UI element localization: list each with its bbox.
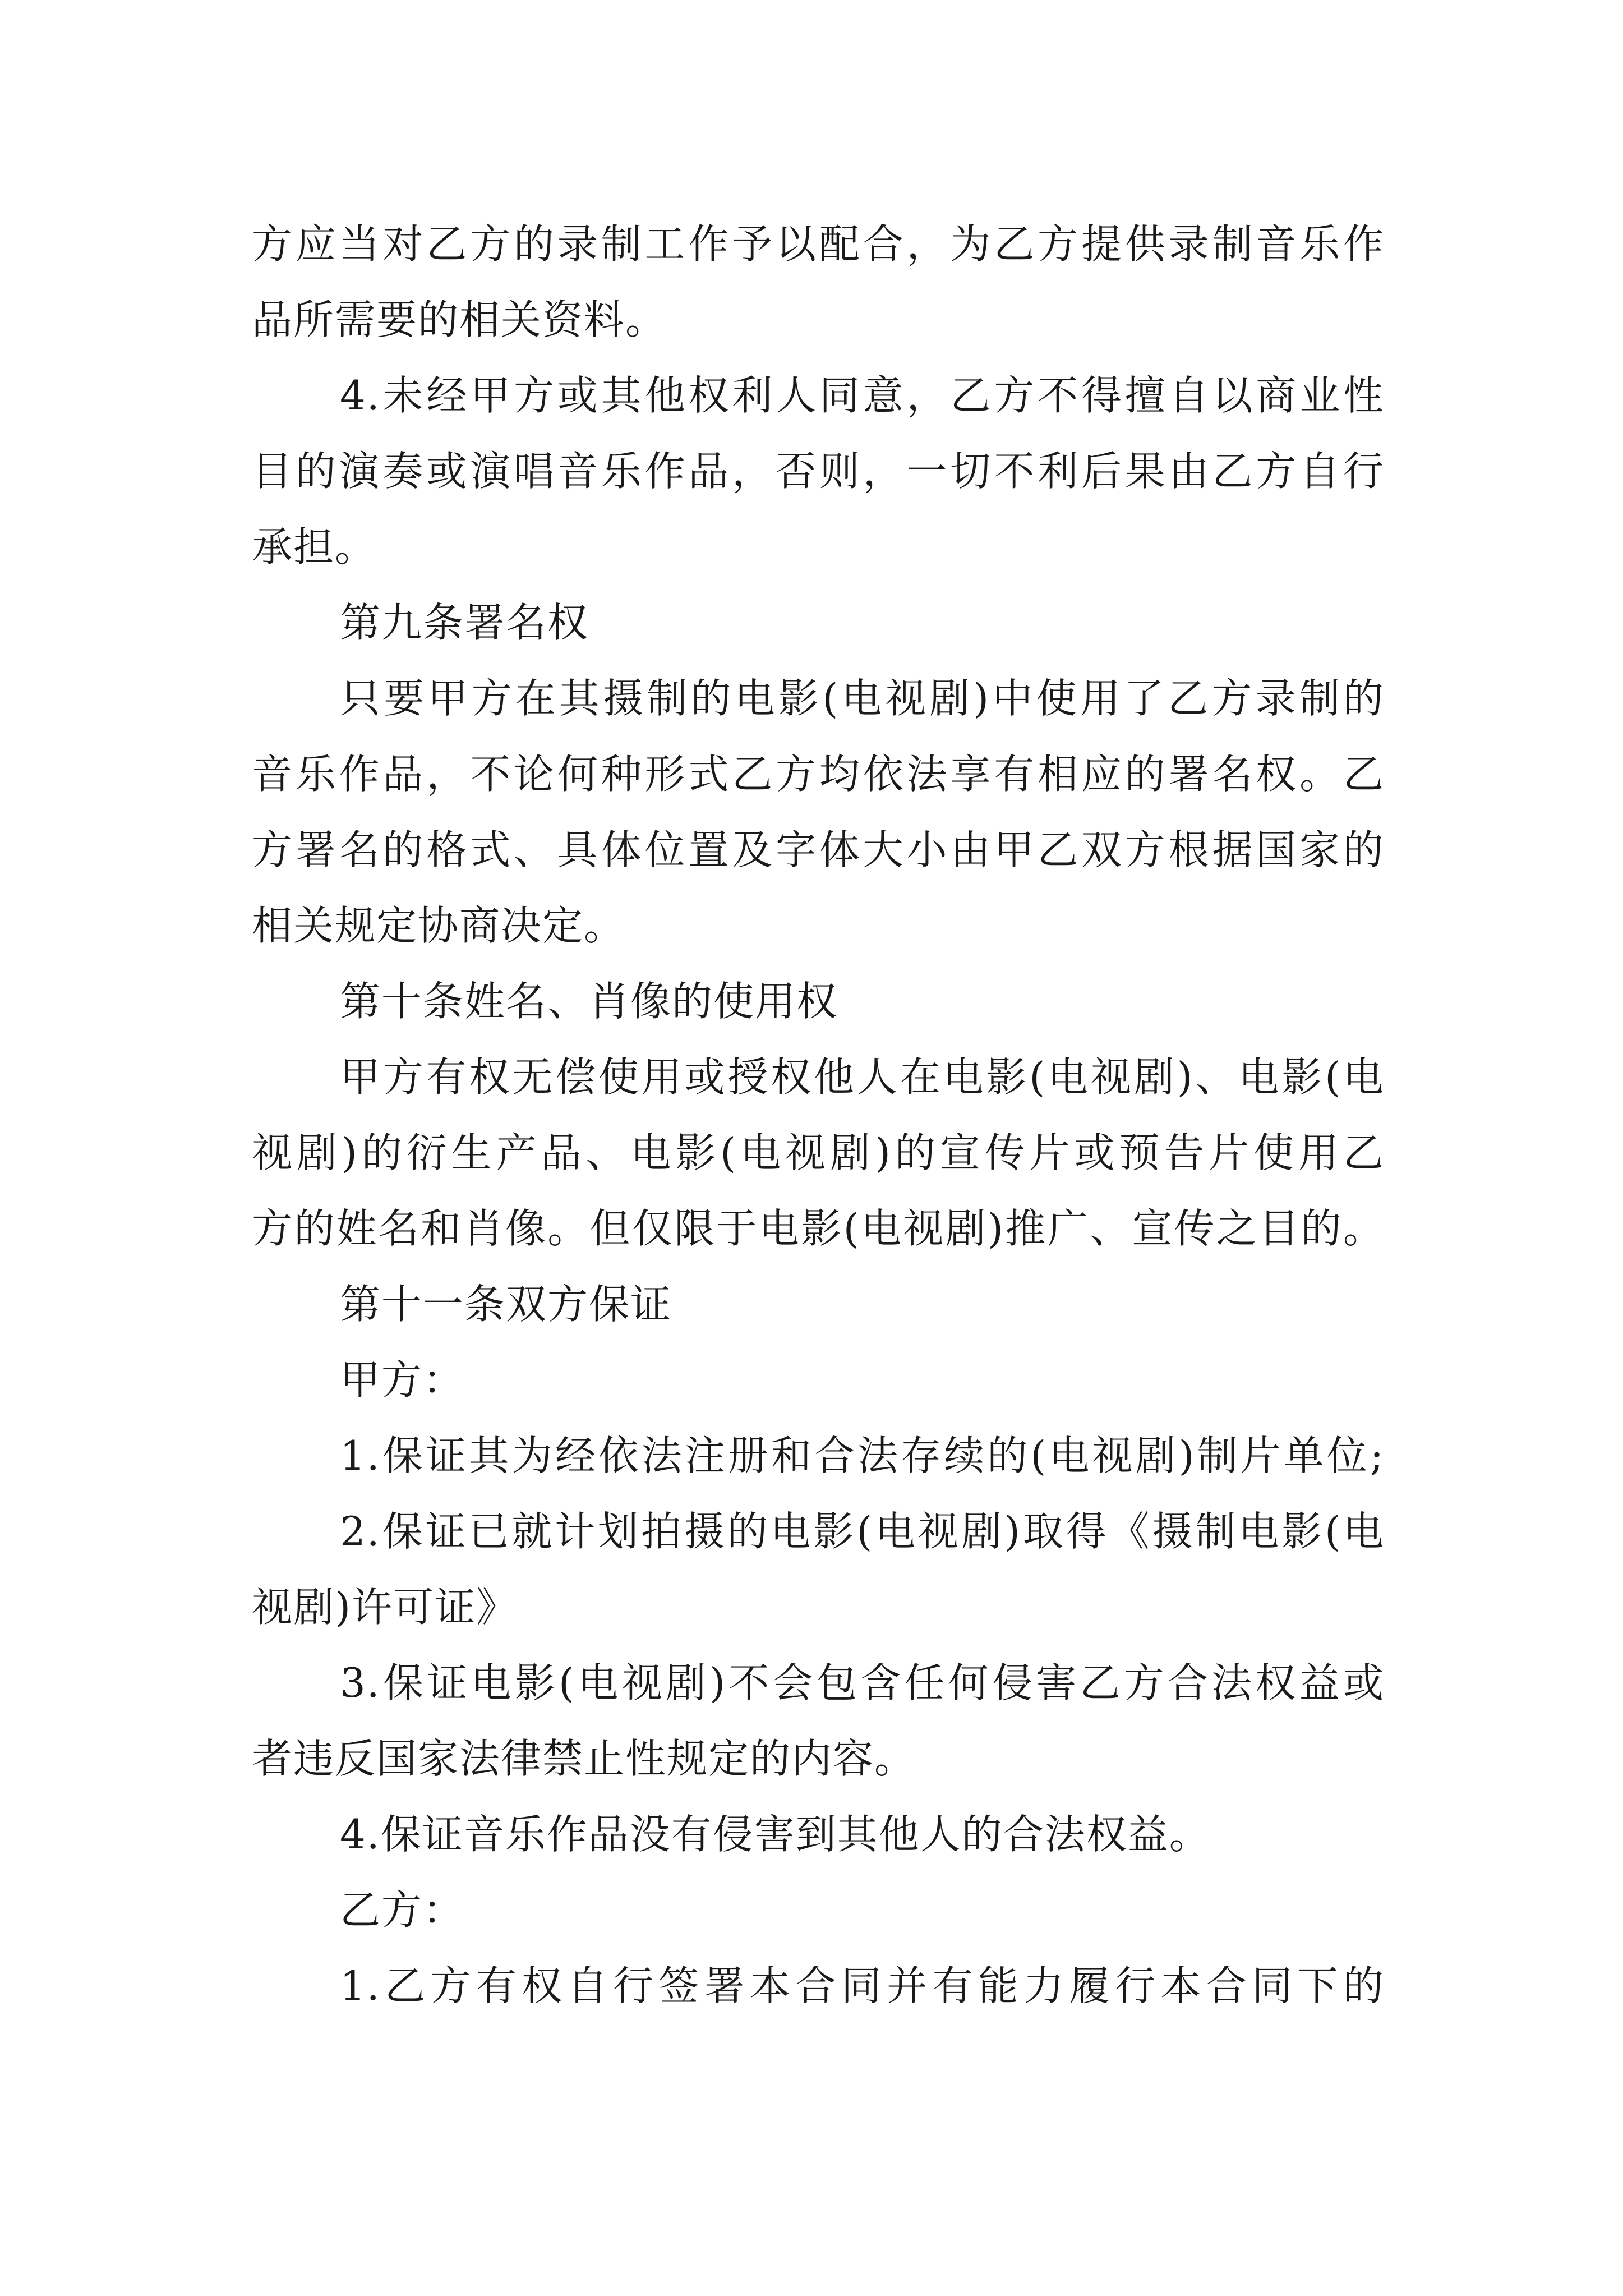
text-line: 方的姓名和肖像。但仅限于电影(电视剧)推广、宣传之目的。 xyxy=(252,1205,1385,1252)
text-line: 品所需要的相关资料。 xyxy=(252,296,667,343)
text-line: 只要甲方在其摄制的电影(电视剧)中使用了乙方录制的 xyxy=(340,675,1385,722)
text-line: 视剧)的衍生产品、电影(电视剧)的宣传片或预告片使用乙 xyxy=(252,1129,1385,1176)
text-line: 音乐作品，不论何种形式乙方均依法享有相应的署名权。乙 xyxy=(252,751,1385,798)
text-line: 视剧)许可证》 xyxy=(252,1584,518,1631)
text-line: 相关规定协商决定。 xyxy=(252,902,626,949)
party-label: 甲方： xyxy=(340,1356,465,1404)
text-line: 方署名的格式、具体位置及字体大小由甲乙双方根据国家的 xyxy=(252,826,1385,873)
text-line: 目的演奏或演唱音乐作品，否则，一切不利后果由乙方自行 xyxy=(252,448,1385,495)
section-heading: 第十一条双方保证 xyxy=(340,1281,672,1328)
party-label: 乙方： xyxy=(340,1887,465,1934)
text-line: 甲方有权无偿使用或授权他人在电影(电视剧)、电影(电 xyxy=(340,1053,1385,1101)
text-line: 3.保证电影(电视剧)不会包含任何侵害乙方合法权益或 xyxy=(340,1659,1385,1706)
text-line: 2.保证已就计划拍摄的电影(电视剧)取得《摄制电影(电 xyxy=(340,1508,1385,1555)
text-line: 者违反国家法律禁止性规定的内容。 xyxy=(252,1735,916,1782)
text-line: 4.未经甲方或其他权利人同意，乙方不得擅自以商业性 xyxy=(340,372,1385,419)
section-heading: 第十条姓名、肖像的使用权 xyxy=(340,978,838,1025)
text-line: 方应当对乙方的录制工作予以配合，为乙方提供录制音乐作 xyxy=(252,220,1385,268)
text-line: 1.乙方有权自行签署本合同并有能力履行本合同下的 xyxy=(340,1962,1385,2009)
text-line: 承担。 xyxy=(252,523,377,570)
text-line: 1.保证其为经依法注册和合法存续的(电视剧)制片单位; xyxy=(340,1432,1385,1479)
text-line: 4.保证音乐作品没有侵害到其他人的合法权益。 xyxy=(340,1811,1211,1858)
section-heading: 第九条署名权 xyxy=(340,599,589,646)
